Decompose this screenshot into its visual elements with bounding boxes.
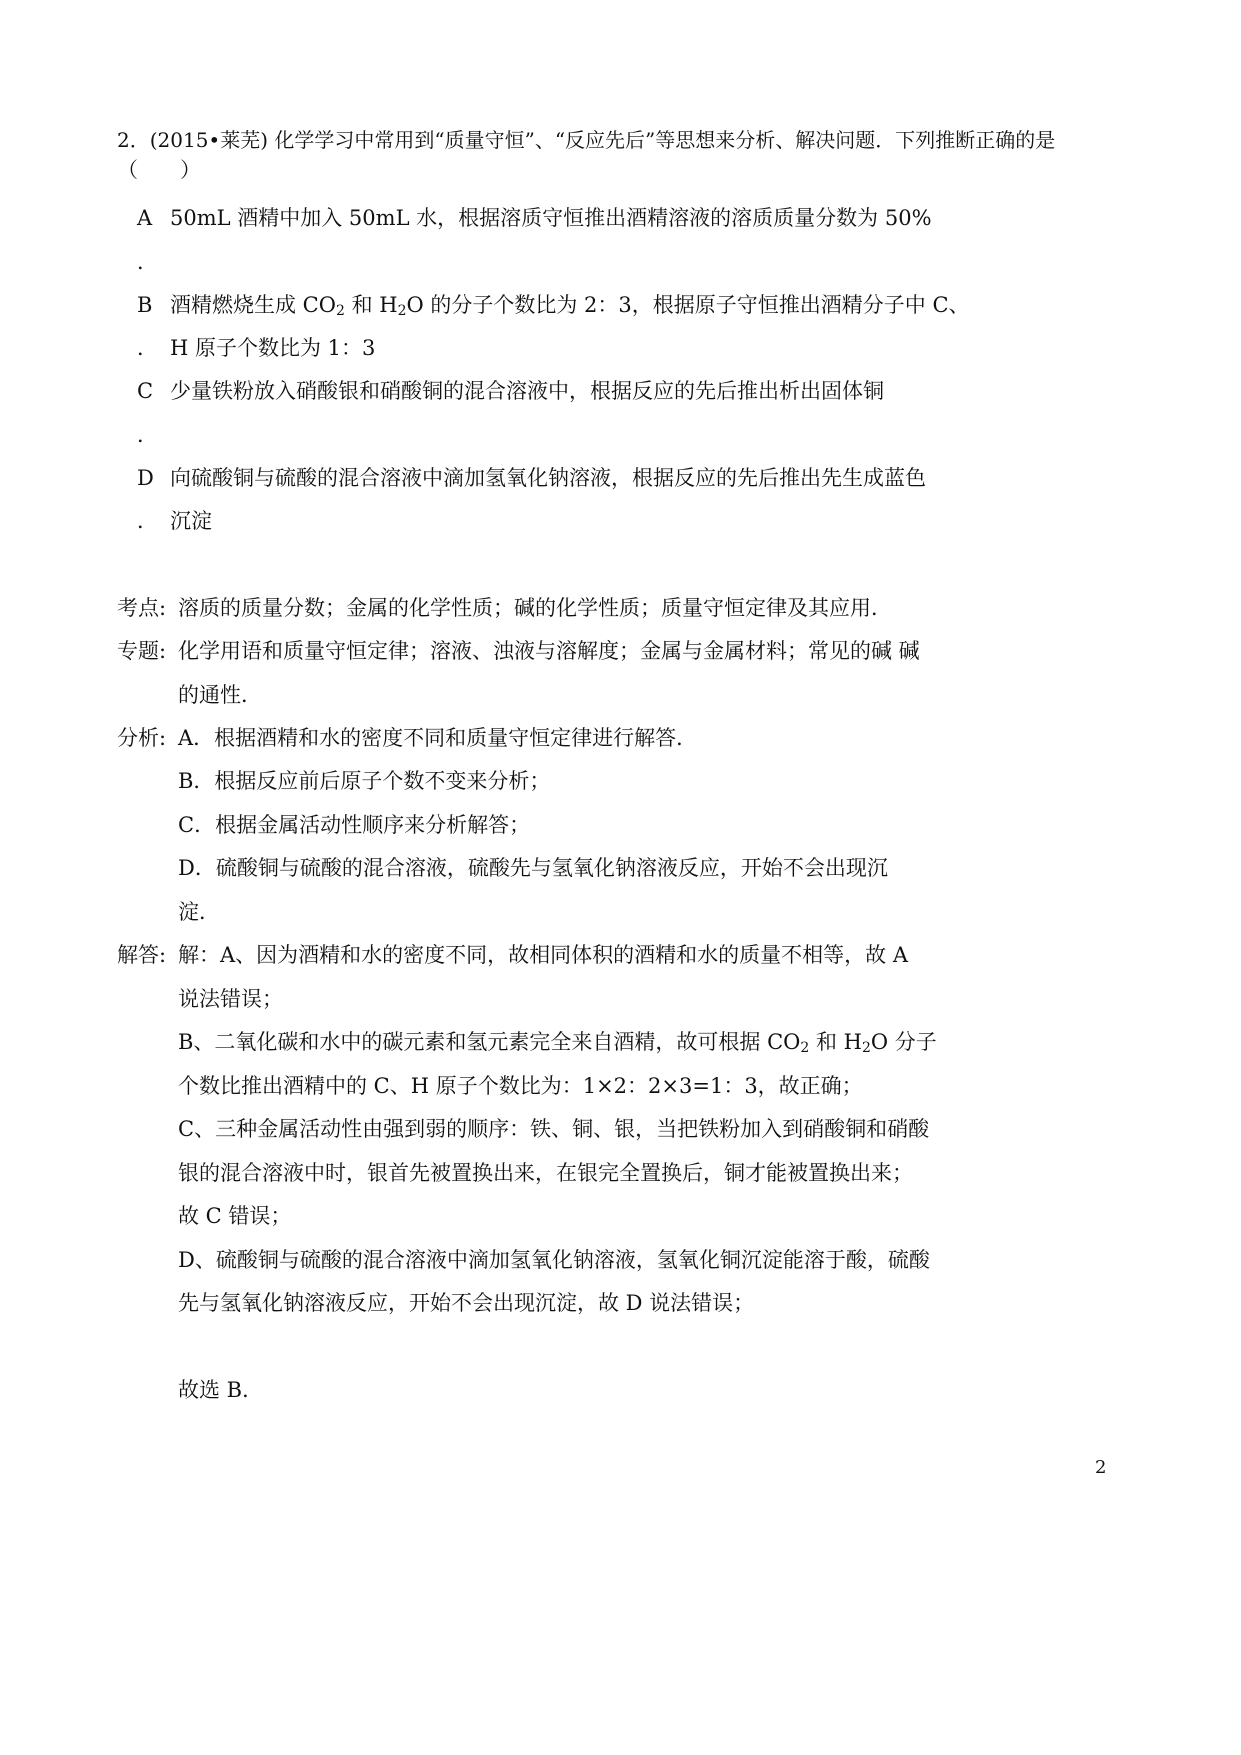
- jieda-b-line2: 个数比推出酒精中的 C、H 原子个数比为：1×2：2×3=1：3，故正确；: [178, 1074, 863, 1098]
- option-c-text: 少量铁粉放入硝酸银和硝酸铜的混合溶液中，根据反应的先后推出析出固体铜: [170, 379, 884, 403]
- final-answer: 故选 B．: [178, 1378, 264, 1402]
- jieda-d: D、硫酸铜与硫酸的混合溶液中滴加氢氧化钠溶液，氢氧化铜沉淀能溶于酸，硫酸: [178, 1248, 930, 1272]
- option-d-dot: ．: [137, 509, 158, 533]
- option-c-dot: ．: [137, 423, 158, 447]
- jieda-c-line2: 银的混合溶液中时，银首先被置换出来，在银完全置换后，铜才能被置换出来；: [178, 1161, 913, 1185]
- option-d-text-line2: 沉淀: [170, 509, 212, 533]
- option-d-text: 向硫酸铜与硫酸的混合溶液中滴加氢氧化钠溶液，根据反应的先后推出先生成蓝色: [170, 466, 926, 490]
- option-b-text-line2: H 原子个数比为 1：3: [170, 336, 376, 360]
- zhuanti-text: 化学用语和质量守恒定律；溶液、浊液与溶解度；金属与金属材料；常见的碱 碱: [178, 639, 920, 663]
- fenxi-d: D．硫酸铜与硫酸的混合溶液，硫酸先与氢氧化钠溶液反应，开始不会出现沉: [178, 856, 888, 880]
- fenxi-b: B．根据反应前后原子个数不变来分析；: [178, 769, 551, 793]
- option-a-text: 50mL 酒精中加入 50mL 水，根据溶质守恒推出酒精溶液的溶质质量分数为 50%: [170, 206, 932, 230]
- zhuanti-text-line2: 的通性．: [178, 683, 262, 707]
- page-number: 2: [1095, 1457, 1107, 1478]
- fenxi-a: A．根据酒精和水的密度不同和质量守恒定律进行解答．: [178, 726, 698, 750]
- option-a-dot: ．: [137, 250, 158, 274]
- option-b-letter: B: [137, 293, 153, 317]
- question-stem: 2．(2015•莱芜) 化学学习中常用到“质量守恒”、“反应先后”等思想来分析、解决问题．下列推断正确的是: [117, 128, 1056, 152]
- jieda-a: 解：A、因为酒精和水的密度不同，故相同体积的酒精和水的质量不相等，故 A: [178, 943, 909, 967]
- option-c-letter: C: [137, 379, 154, 403]
- jieda-a-line2: 说法错误；: [178, 987, 283, 1011]
- jieda-b: B、二氧化碳和水中的碳元素和氢元素完全来自酒精，故可根据 $CO_2$ 和 $H_2O$ 分子: [178, 1030, 937, 1056]
- jieda-label: 解答:: [117, 943, 167, 967]
- jieda-c: C、三种金属活动性由强到弱的顺序：铁、铜、银，当把铁粉加入到硝酸铜和硝酸: [178, 1117, 930, 1141]
- jieda-d-line2: 先与氢氧化钠溶液反应，开始不会出现沉淀，故 D 说法错误；: [178, 1291, 755, 1315]
- option-a-letter: A: [137, 206, 153, 230]
- answer-blank: （ ）: [117, 158, 201, 182]
- kaodian-text: 溶质的质量分数；金属的化学性质；碱的化学性质；质量守恒定律及其应用．: [178, 596, 892, 620]
- fenxi-d-line2: 淀．: [178, 900, 220, 924]
- option-d-letter: D: [137, 466, 154, 490]
- option-b-dot: ．: [137, 336, 158, 360]
- fenxi-label: 分析:: [117, 726, 167, 750]
- option-b-text: 酒精燃烧生成 $CO_2$ 和 $H_2O$ 的分子个数比为 2：3，根据原子守恒推出酒精分子中 C、: [170, 293, 970, 319]
- fenxi-c: C．根据金属活动性顺序来分析解答；: [178, 813, 531, 837]
- kaodian-label: 考点:: [117, 596, 167, 620]
- jieda-c-line3: 故 C 错误；: [178, 1204, 292, 1228]
- zhuanti-label: 专题:: [117, 639, 167, 663]
